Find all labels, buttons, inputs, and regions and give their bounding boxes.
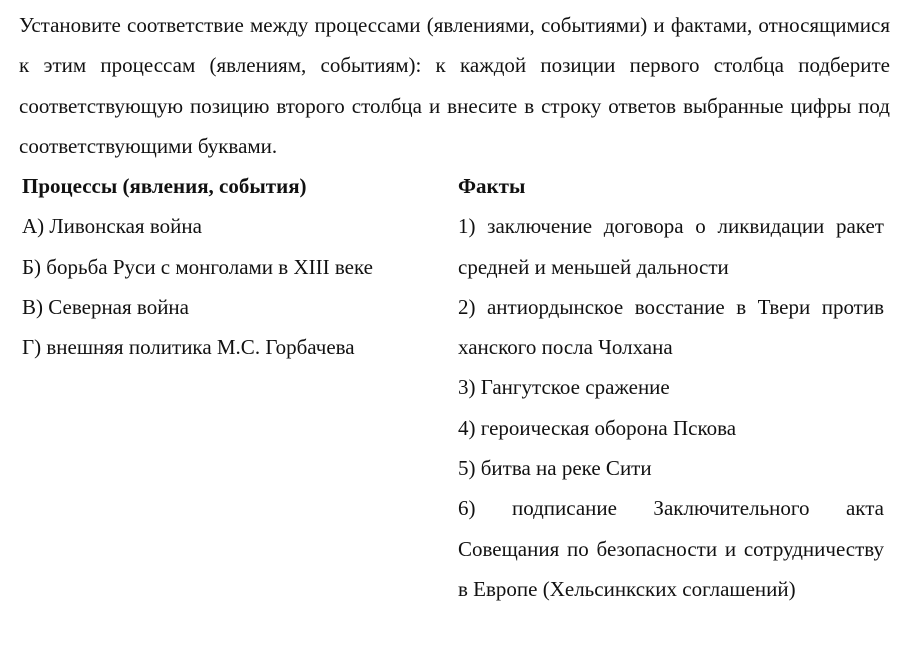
process-item-a: А) Ливонская война bbox=[22, 214, 202, 239]
fact-item-4: 4) героическая оборона Пскова bbox=[458, 415, 737, 440]
fact-item-2: 2) антиордынское восстание в Твери против ханского посла Чолхана bbox=[458, 294, 884, 360]
process-item-g: Г) внешняя политика М.С. Горбачева bbox=[22, 335, 355, 360]
fact-item-1: 1) заключение договора о ликвидации ракет средней и меньшей дальности bbox=[458, 214, 884, 279]
fact-item-3: 3) Гангутское сражение bbox=[458, 375, 670, 400]
process-item-v: В) Северная война bbox=[22, 294, 189, 319]
processes-column-header: Процессы (явления, события) bbox=[22, 174, 307, 198]
facts-column bbox=[458, 166, 884, 609]
processes-column bbox=[22, 166, 442, 367]
fact-item-6: 6) подписание Заключительного акта Совещания по безопасности и сотрудничеству в Европе (Хельсинкских соглашений) bbox=[458, 496, 884, 601]
fact-item-5: 5) битва на реке Сити bbox=[458, 456, 652, 481]
facts-column-header: Факты bbox=[458, 174, 526, 198]
task-instruction: Установите соответствие между процессами (явлениями, событиями) и фактами, относящимися к этим процессам (явлениям, событиям): к каждой позиции первого столбца подберите соответствующую позицию второго столбца и внесите в строку ответов выбранные цифры под соответствующими буквами. bbox=[19, 13, 890, 158]
process-item-b: Б) борьба Руси с монголами в XIII веке bbox=[22, 254, 373, 279]
